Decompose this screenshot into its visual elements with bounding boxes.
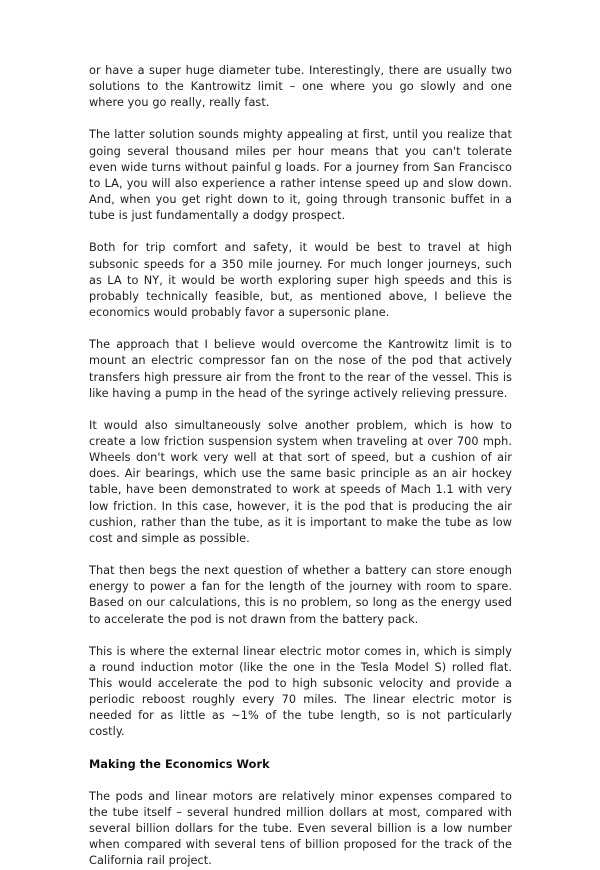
paragraph-air-bearings-suspension: It would also simultaneously solve another problem, which is how to create a low friction suspension system when traveling at over 700 mph. Wheels don't work very well at that sort of speed, but a cushion of air does. Air bearings, which use the same basic principle as an air hockey table, have been demonstrated to work at speeds of Mach 1.1 with very low friction. In this case, however, it is the pod that is producing the air cushion, rather than the tube, as it is important to make the tube as low cost and simple as possible.: [89, 418, 512, 545]
paragraph-kantrowitz-solutions: or have a super huge diameter tube. Interestingly, there are usually two solutions to the Kantrowitz limit – one where you go slowly and one where you go really, really fast.: [89, 64, 512, 110]
paragraph-linear-electric-motor: This is where the external linear electric motor comes in, which is simply a round induction motor (like the one in the Tesla Model S) rolled flat. This would accelerate the pod to high subsonic velocity and provide a periodic reboost roughly every 70 miles. The linear electric motor is needed for as little as ~1% of the tube length, so is not particularly costly.: [89, 644, 512, 739]
paragraph-battery-energy: That then begs the next question of whether a battery can store enough energy to power a fan for the length of the journey with room to spare. Based on our calculations, this is no problem, so long as the energy used to accelerate the pod is not drawn from the battery pack.: [89, 564, 512, 626]
document-text-column: [89, 63, 512, 870]
paragraph-latter-solution: The latter solution sounds mighty appealing at first, until you realize that going several thousand miles per hour means that you can't tolerate even wide turns without painful g loads. For a journey from San Francisco to LA, you will also experience a rather intense speed up and slow down. And, when you get right down to it, going through transonic buffet in a tube is just fundamentally a dodgy prospect.: [89, 128, 512, 223]
heading-making-the-economics-work: Making the Economics Work: [89, 757, 270, 771]
paragraph-tube-cost-comparison: The pods and linear motors are relatively minor expenses compared to the tube itself – several hundred million dollars at most, compared with several billion dollars for the tube. Even several billion is a low number when compared with several tens of billion proposed for the track of the California rail project.: [89, 789, 512, 868]
paragraph-trip-comfort-safety: Both for trip comfort and safety, it would be best to travel at high subsonic speeds for a 350 mile journey. For much longer journeys, such as LA to NY, it would be worth exploring super high speeds and this is probably technically feasible, but, as mentioned above, I believe the economics would probably favor a supersonic plane.: [89, 241, 512, 320]
paragraph-compressor-fan-approach: The approach that I believe would overcome the Kantrowitz limit is to mount an electric compressor fan on the nose of the pod that actively transfers high pressure air from the front to the rear of the vessel. This is like having a pump in the head of the syringe actively relieving pressure.: [89, 338, 512, 400]
